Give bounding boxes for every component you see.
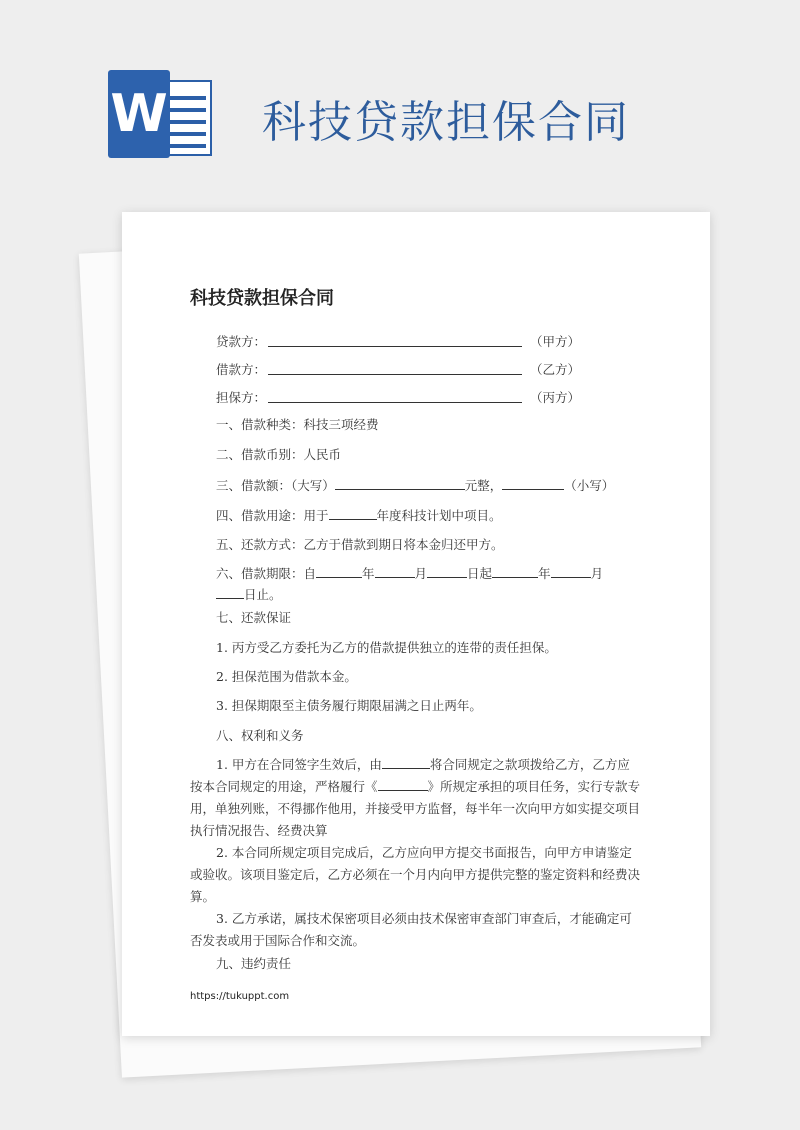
clause-text: 日起 (467, 566, 493, 581)
clause-term (216, 563, 646, 605)
fill-line (329, 505, 377, 520)
clause-text: 三、借款额：（大写） (216, 478, 335, 493)
clause-text: 日止。 (244, 587, 282, 602)
fill-line (502, 475, 564, 490)
party-guarantor-row (216, 388, 636, 408)
party-role: （乙方） (530, 362, 581, 377)
clause-loan-type: 一、借款种类：科技三项经费 (216, 417, 379, 432)
fill-line (382, 754, 430, 769)
clause-text: （小写） (564, 478, 615, 493)
clause-text: 六、借款期限：自 (216, 566, 317, 581)
document-title: 科技贷款担保合同 (190, 288, 334, 309)
header-title: 科技贷款担保合同 (262, 97, 630, 148)
clause-purpose (216, 505, 646, 526)
fill-line (268, 374, 522, 375)
clause-text: 月 (414, 566, 428, 581)
clause-text: 年度科技计划中项目。 (376, 508, 502, 523)
clause-text: 》所规定承担的项目任务，实行专款专用，单独列账，不得挪作他用，并接受甲方监督，每半年一次向甲方如实提交项目执行情况报告、经费决算 (190, 779, 641, 838)
fill-line (551, 563, 591, 578)
clause-amount (216, 475, 646, 496)
clause-text: 四、借款用途：用于 (216, 508, 329, 523)
clause-text: 年 (362, 566, 375, 581)
fill-line (378, 776, 428, 791)
fill-line (335, 475, 465, 490)
clause-guarantee-item: 3. 担保期限至主债务履行期限届满之日止两年。 (216, 698, 482, 713)
footer-url: https://tukuppt.com (190, 991, 290, 1002)
party-borrower-row (216, 360, 636, 380)
clause-text: 元整， (464, 478, 503, 493)
party-role: （丙方） (530, 390, 581, 405)
clause-text: 1. 甲方在合同签字生效后，由 (216, 757, 382, 772)
clause-text: 将合同规定之款项拨给乙方，乙方应按本合同规定的用途，严格履行《 (190, 757, 630, 794)
clause-rights-item (190, 754, 642, 842)
clause-text: 年 (538, 566, 551, 581)
fill-line (316, 563, 362, 578)
page-header (0, 0, 800, 200)
clause-guarantee-heading: 七、还款保证 (216, 610, 292, 625)
fill-line (427, 563, 467, 578)
clause-guarantee-item: 2. 担保范围为借款本金。 (216, 669, 357, 684)
party-label: 借款方： (216, 362, 267, 377)
document-page (122, 212, 710, 1036)
word-w-badge: W (108, 70, 170, 158)
clause-rights-heading: 八、权利和义务 (216, 728, 304, 743)
clause-guarantee-item: 1. 丙方受乙方委托为乙方的借款提供独立的连带的责任担保。 (216, 640, 557, 655)
fill-line (492, 563, 538, 578)
fill-line (216, 584, 244, 599)
fill-line (268, 402, 522, 403)
party-lender-row (216, 332, 636, 352)
clause-rights-item: 3. 乙方承诺，属技术保密项目必须由技术保密审查部门审查后，才能确定可否发表或用于国际合作和交流。 (190, 911, 632, 948)
clause-rights-item: 2. 本合同所规定项目完成后，乙方应向甲方提交书面报告，向甲方申请鉴定或验收。该项目鉴定后，乙方必须在一个月内向甲方提供完整的鉴定资料和经费决算。 (190, 845, 641, 904)
clause-currency: 二、借款币别：人民币 (216, 447, 342, 462)
party-role: （甲方） (530, 334, 581, 349)
party-label: 贷款方： (216, 334, 267, 349)
party-label: 担保方： (216, 390, 267, 405)
clause-text: 月 (590, 566, 604, 581)
clause-liability-heading: 九、违约责任 (216, 956, 292, 971)
fill-line (268, 346, 522, 347)
fill-line (375, 563, 415, 578)
word-document-icon (108, 70, 214, 158)
clause-repayment: 五、还款方式：乙方于借款到期日将本金归还甲方。 (216, 537, 504, 552)
